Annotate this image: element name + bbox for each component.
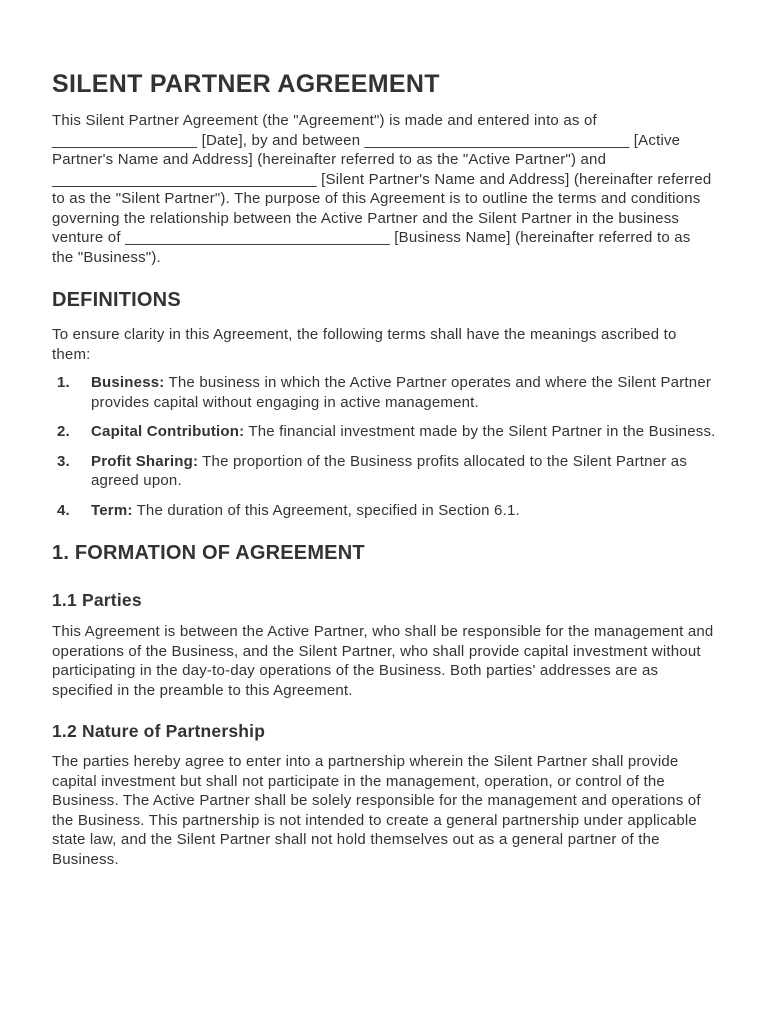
section-1-1-paragraph [52, 622, 713, 700]
intro-line: _________________ [Date], by and between _______________________________ [Active [52, 131, 681, 149]
paragraph-line: Business. [52, 850, 119, 868]
paragraph-line: Business. The Active Partner shall be solely responsible for the management and operations of [52, 792, 701, 809]
intro-line: the "Business"). [52, 248, 161, 266]
definition-line [91, 501, 716, 521]
definition-number: 4. [57, 501, 70, 519]
section-1-2-paragraph [52, 752, 701, 869]
intro-line: venture of _______________________________ [Business Name] (hereinafter referred to as [52, 229, 691, 246]
section-1-1-heading: 1.1 Parties [52, 590, 142, 610]
definition-text: The business in which the Active Partner operates and where the Silent Partner [168, 374, 712, 391]
definition-line [91, 422, 716, 442]
definition-line: provides capital without engaging in active management. [91, 393, 479, 411]
section-1-2-heading: 1.2 Nature of Partnership [52, 721, 266, 741]
definition-term: Capital Contribution: [91, 423, 245, 440]
paragraph-line: state law, and the Silent Partner shall not hold themselves out as a general partner of the [52, 831, 660, 848]
definitions-intro [52, 325, 677, 364]
definition-line: agreed upon. [91, 472, 182, 489]
definition-number: 1. [57, 374, 70, 391]
definition-item [52, 422, 716, 442]
intro-line: governing the relationship between the Active Partner and the Silent Partner in the business [52, 209, 680, 227]
section-1-heading: 1. FORMATION OF AGREEMENT [52, 542, 365, 564]
definition-text: The financial investment made by the Silent Partner in the Business. [248, 423, 716, 440]
definition-item [52, 373, 716, 412]
paragraph-line: The parties hereby agree to enter into a partnership wherein the Silent Partner shall provide [52, 753, 679, 770]
definitions-heading: DEFINITIONS [52, 289, 181, 311]
paragraph-line: This Agreement is between the Active Partner, who shall be responsible for the management and [52, 623, 714, 640]
definitions-intro-line: To ensure clarity in this Agreement, the following terms shall have the meanings ascribed to [52, 326, 677, 343]
definition-number: 2. [57, 423, 70, 440]
paragraph-line: specified in the preamble to this Agreement. [52, 681, 353, 699]
intro-line: _______________________________ [Silent Partner's Name and Address] (hereinafter referred [52, 170, 712, 188]
paragraph-line: operations of the Business, and the Silent Partner, who shall provide capital investment without [52, 642, 701, 660]
intro-paragraph [52, 111, 711, 267]
definition-line [91, 452, 716, 472]
definition-line [91, 373, 716, 393]
definition-term: Profit Sharing: [91, 452, 199, 470]
definition-number: 3. [57, 452, 70, 470]
definition-term: Term: [91, 501, 133, 519]
intro-line: This Silent Partner Agreement (the "Agreement") is made and entered into as of [52, 112, 597, 129]
paragraph-line: participating in the day-to-day operations of the Business. Both parties' addresses are as [52, 662, 659, 679]
definition-item [52, 452, 716, 491]
paragraph-line: the Business. This partnership is not intended to create a general partnership under applicable [52, 811, 697, 829]
document-title: SILENT PARTNER AGREEMENT [52, 70, 440, 98]
intro-line: Partner's Name and Address] (hereinafter referred to as the "Active Partner") and [52, 151, 607, 168]
definition-text: The proportion of the Business profits allocated to the Silent Partner as [202, 452, 688, 470]
definition-term: Business: [91, 374, 165, 391]
intro-line: to as the "Silent Partner"). The purpose of this Agreement is to outline the terms and conditions [52, 190, 701, 207]
definitions-list [52, 373, 716, 530]
paragraph-line: capital investment but shall not participate in the management, operation, or control of the [52, 772, 665, 790]
definition-item [52, 501, 716, 521]
definition-text: The duration of this Agreement, specified in Section 6.1. [136, 501, 520, 519]
definitions-intro-line: them: [52, 345, 91, 363]
